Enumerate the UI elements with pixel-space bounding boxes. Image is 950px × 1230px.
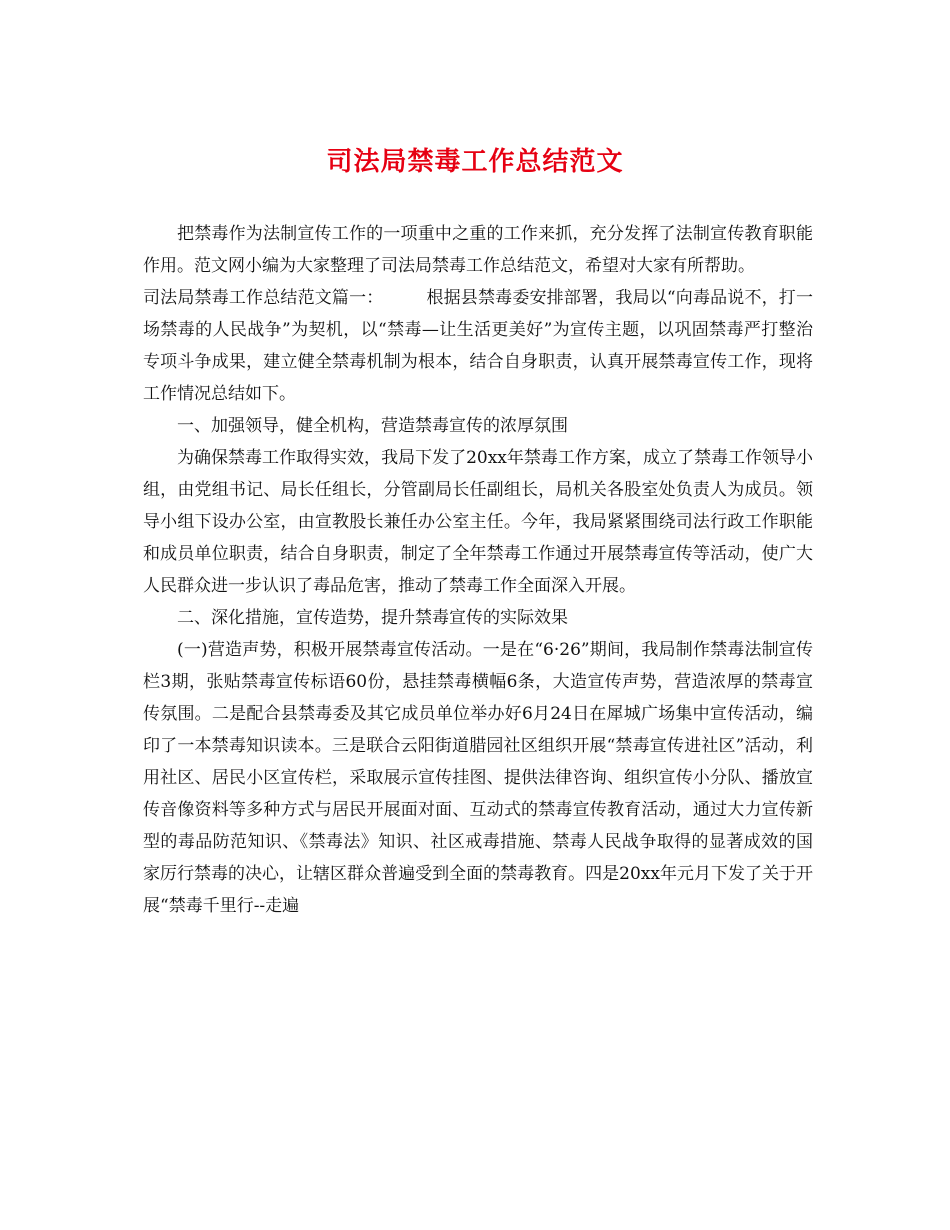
section-paragraph-1: 司法局禁毒工作总结范文篇一： 根据县禁毒委安排部署，我局以“向毒品说不，打一场禁毒的人民战争”为契机，以“禁毒—让生活更美好”为宣传主题，以巩固禁毒严打整治专项斗争成果，建立健全禁毒机制为根本，结合自身职责，认真开展禁毒宣传工作，现将工作情况总结如下。 [143, 288, 813, 404]
page-title: 司法局禁毒工作总结范文 [326, 147, 624, 177]
heading-1: 一、加强领导，健全机构，营造禁毒宣传的浓厚氛围 [177, 416, 568, 436]
body-paragraph-1: 为确保禁毒工作取得实效，我局下发了20xx年禁毒工作方案，成立了禁毒工作领导小组，由党组书记、局长任组长，分管副局长任副组长，局机关各股室处负责人为成员。领导小组下设办公室，由宣教股长兼任办公室主任。今年，我局紧紧围绕司法行政工作职能和成员单位职责，结合自身职责，制定了全年禁毒工作通过开展禁毒宣传等活动，使广大人民群众进一步认识了毒品危害，推动了禁毒工作全面深入开展。 [143, 448, 813, 596]
heading-2: 二、深化措施，宣传造势，提升禁毒宣传的实际效果 [177, 608, 568, 628]
document-body [143, 218, 813, 922]
intro-paragraph: 把禁毒作为法制宣传工作的一项重中之重的工作来抓，充分发挥了法制宣传教育职能作用。范文网小编为大家整理了司法局禁毒工作总结范文，希望对大家有所帮助。 [143, 224, 813, 276]
body-paragraph-2: (一)营造声势，积极开展禁毒宣传活动。一是在“6·26”期间，我局制作禁毒法制宣传栏3期，张贴禁毒宣传标语60份，悬挂禁毒横幅6条，大造宣传声势，营造浓厚的禁毒宣传氛围。二是配合县禁毒委及其它成员单位举办好6月24日在犀城广场集中宣传活动，编印了一本禁毒知识读本。三是联合云阳街道腊园社区组织开展“禁毒宣传进社区”活动，利用社区、居民小区宣传栏，采取展示宣传挂图、提供法律咨询、组织宣传小分队、播放宣传音像资料等多种方式与居民开展面对面、互动式的禁毒宣传教育活动，通过大力宣传新型的毒品防范知识、《禁毒法》知识、社区戒毒措施、禁毒人民战争取得的显著成效的国家厉行禁毒的决心，让辖区群众普遍受到全面的禁毒教育。四是20xx年元月下发了关于开展“禁毒千里行--走遍 [143, 640, 813, 916]
